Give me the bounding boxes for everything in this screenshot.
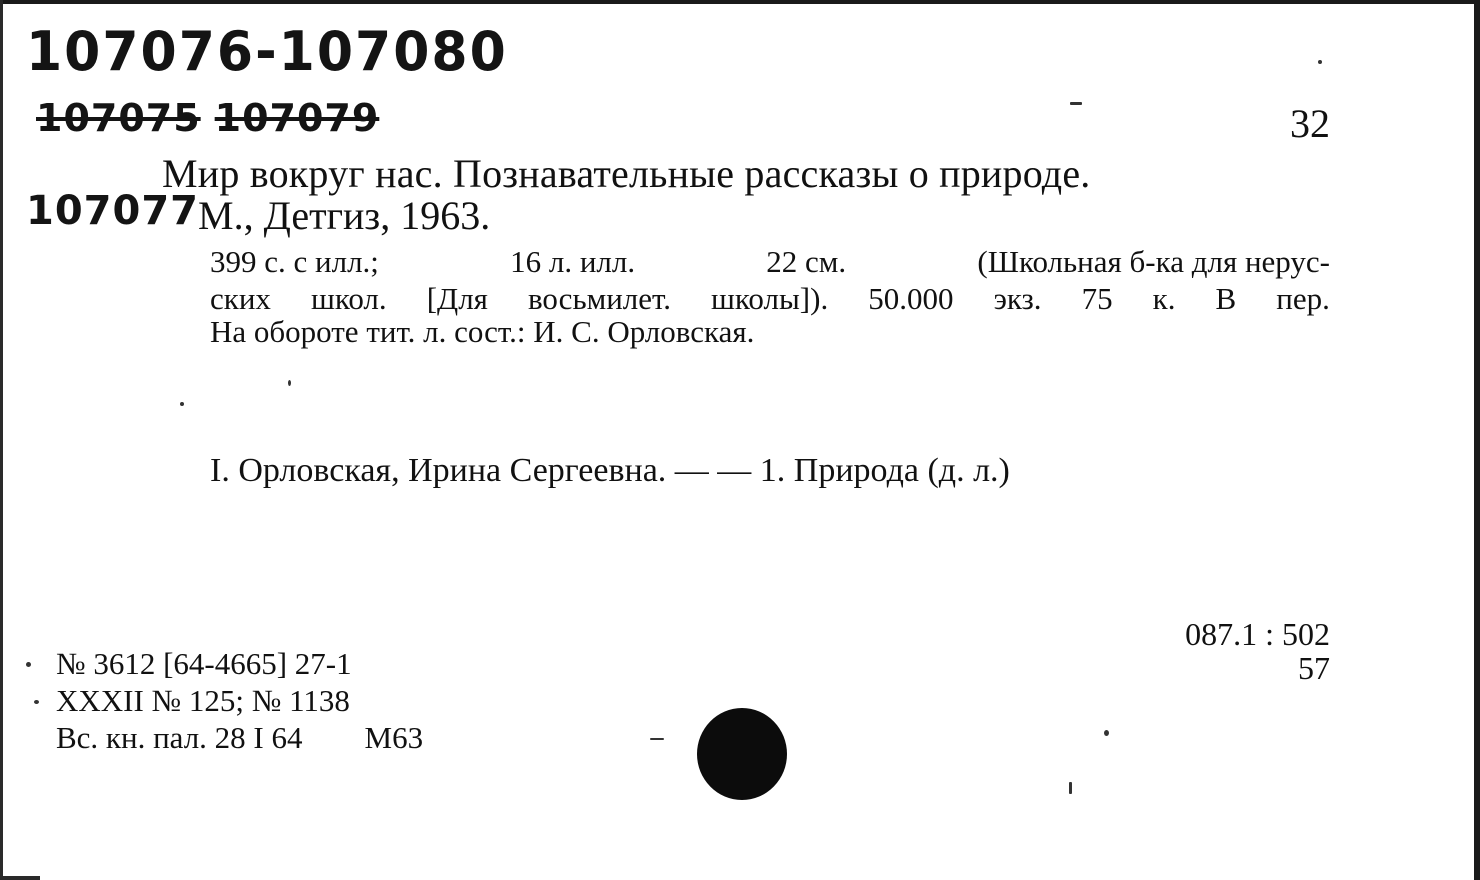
series-number: XXXII № 125; № 1138: [56, 683, 350, 718]
udc-classification: 087.1 : 502: [1185, 616, 1330, 652]
description-word: (Школьная б-ка для нерус-: [977, 244, 1330, 279]
book-title: Мир вокруг нас. Познавательные рассказы о природе.: [162, 151, 1091, 196]
print-code: M63: [364, 720, 424, 755]
ink-speck: [34, 700, 39, 704]
description-word: 50.000: [868, 281, 954, 316]
ink-speck: [1104, 730, 1109, 736]
description-word: 75: [1081, 281, 1113, 316]
card-edge-top: [0, 0, 1480, 4]
ink-speck: [1069, 782, 1072, 794]
card-number: 32: [1290, 101, 1330, 146]
crossed-out-number-b: 107079: [214, 96, 380, 140]
order-number: № 3612 [64-4665] 27-1: [56, 646, 352, 681]
card-edge-bottom: [0, 876, 40, 880]
ink-speck: [650, 738, 664, 740]
card-edge-right: [1474, 0, 1480, 880]
description-word: В: [1215, 281, 1237, 316]
chamber-print-line: [56, 720, 423, 756]
ink-speck: [1318, 60, 1322, 64]
description-word: 22 см.: [766, 244, 847, 279]
description-word: восьмилет.: [527, 281, 671, 316]
tracing-entries: I. Орловская, Ирина Сергеевна. — — 1. Природа (д. л.): [210, 452, 1010, 489]
crossed-out-number-a: 107075: [36, 96, 201, 140]
chamber-print-date: Вс. кн. пал. 28 I 64: [56, 720, 303, 755]
card-edge-left: [0, 0, 3, 880]
compiler-note: На обороте тит. л. сост.: И. С. Орловская.: [210, 314, 755, 349]
description-word: школ.: [310, 281, 387, 316]
description-word: экз.: [993, 281, 1042, 316]
ink-speck: [180, 402, 184, 406]
physical-description-line-1: [210, 244, 1330, 280]
handwritten-call-range: 107076-107080: [26, 20, 508, 84]
ink-speck: [1070, 102, 1082, 105]
handwritten-side-number: 107077: [26, 188, 199, 234]
description-word: 399 с. с илл.;: [210, 244, 379, 279]
publication-imprint: М., Детгиз, 1963.: [198, 193, 491, 238]
description-word: [Для: [426, 281, 488, 316]
ink-speck: [26, 662, 31, 667]
description-word: школы]).: [711, 281, 829, 316]
description-word: пер.: [1276, 281, 1330, 316]
author-mark: 57: [1298, 650, 1330, 686]
ink-speck: [288, 380, 291, 386]
description-word: 16 л. илл.: [510, 244, 636, 279]
punch-hole: [697, 708, 787, 800]
crossed-out-call-range: [36, 96, 379, 140]
description-word: к.: [1152, 281, 1176, 316]
description-word: ских: [210, 281, 271, 316]
physical-description-line-2: [210, 281, 1330, 317]
